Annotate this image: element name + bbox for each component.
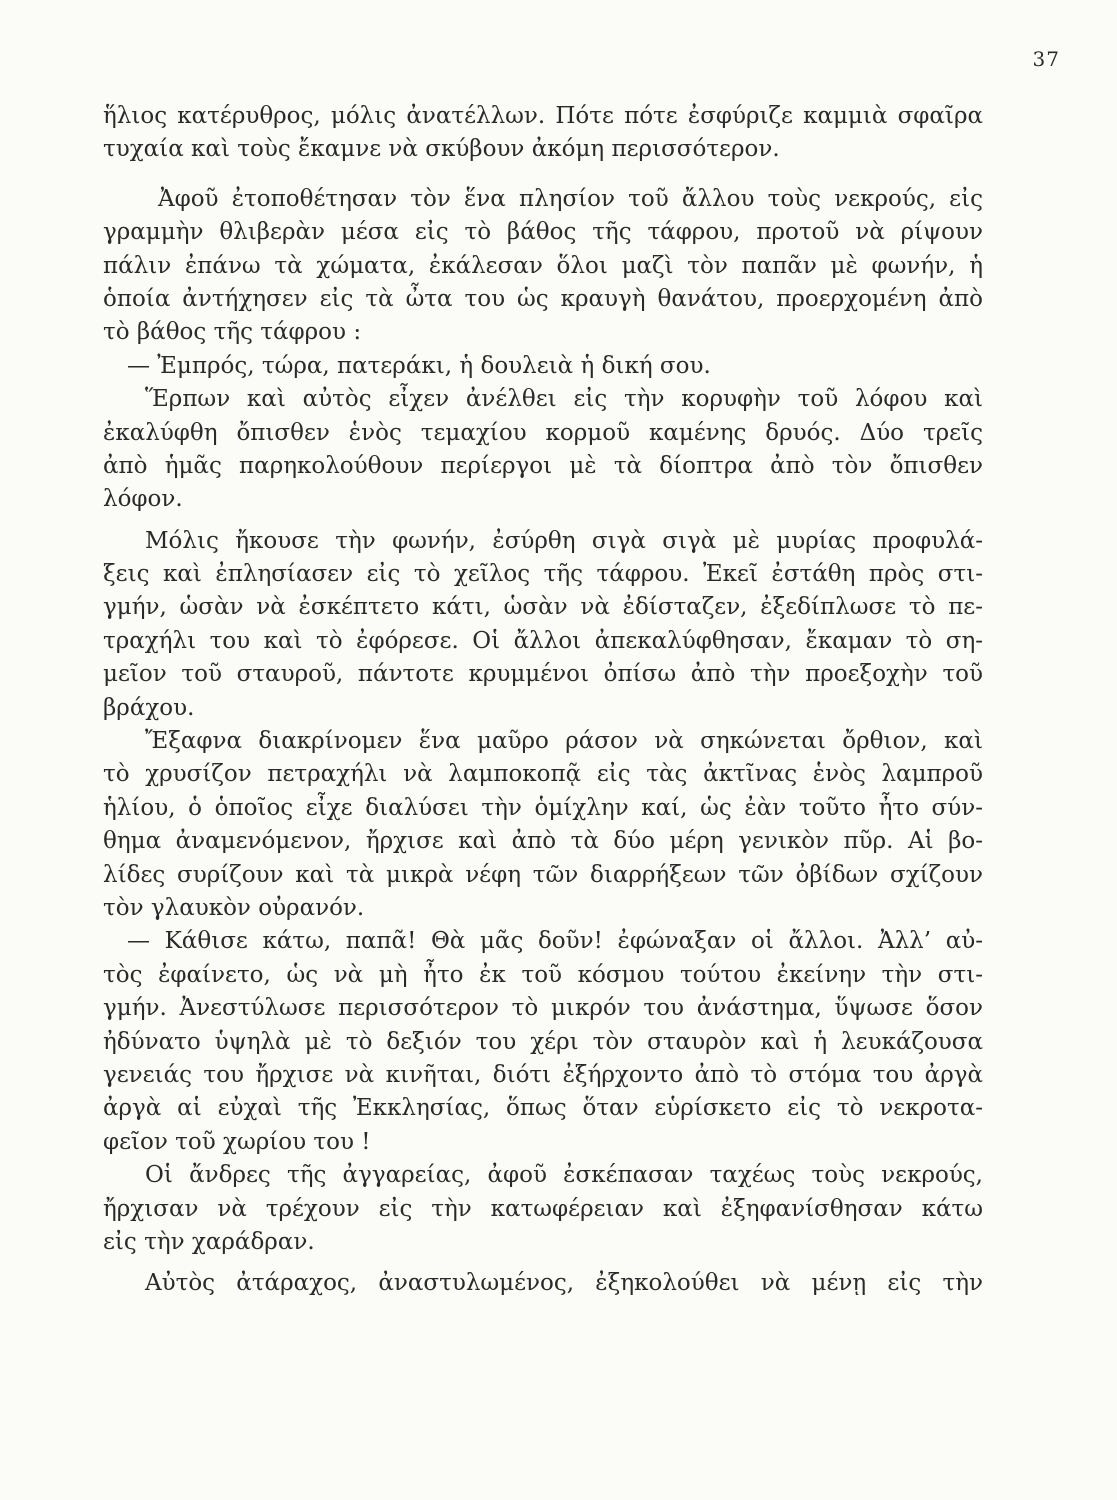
text-line: ἥλιος κατέρυθρος, μόλις ἀνατέλλων. Πότε πότε ἐσφύριζε καμμιὰ σφαῖρα [103, 103, 983, 129]
text-line: τὸ βάθος τῆς τάφρου : [103, 319, 362, 346]
text-line: εἰς τὴν χαράδραν. [103, 1228, 315, 1255]
text-line: ἀπὸ ἡμᾶς παρηκολούθουν περίεργοι μὲ τὰ δίοπτρα ἀπὸ τὸν ὄπισθεν [103, 452, 983, 479]
text-line: λίδες συρίζουν καὶ τὰ μικρὰ νέφη τῶν διαρρήξεων τῶν ὀβίδων σχίζουν [103, 861, 983, 888]
text-line: τυχαία καὶ τοὺς ἔκαμνε νὰ σκύβουν ἀκόμη περισσότερον. [103, 136, 780, 163]
text-line: ὁποία ἀντήχησεν εἰς τὰ ὦτα του ὡς κραυγὴ θανάτου, προερχομένη ἀπὸ [103, 285, 983, 312]
page-number: 37 [1032, 47, 1060, 71]
text-line: γενειάς του ἤρχισε νὰ κινῆται, διότι ἐξήρχοντο ἀπὸ τὸ στόμα του ἀργὰ [103, 1061, 983, 1088]
text-line: τὸν γλαυκὸν οὐρανόν. [103, 894, 365, 921]
text-line: — Κάθισε κάτω, παπᾶ! Θὰ μᾶς δοῦν! ἐφώναξαν οἱ ἄλλοι. Ἀλλ’ αὐ- [127, 928, 983, 955]
text-line: Αὐτὸς ἀτάραχος, ἀναστυλωμένος, ἐξηκολούθει νὰ μένῃ εἰς τὴν [145, 1270, 983, 1297]
text-line: ἀργὰ αἱ εὐχαὶ τῆς Ἐκκλησίας, ὅπως ὅταν εὑρίσκετο εἰς τὸ νεκροτα- [103, 1095, 983, 1122]
text-line: θημα ἀναμενόμενον, ἤρχισε καὶ ἀπὸ τὰ δύο μέρη γενικὸν πῦρ. Αἱ βο- [103, 828, 983, 855]
text-line: τὸ χρυσίζον πετραχήλι νὰ λαμποκοπᾷ εἰς τὰς ἀκτῖνας ἑνὸς λαμπροῦ [103, 761, 983, 788]
text-line: πάλιν ἐπάνω τὰ χώματα, ἐκάλεσαν ὅλοι μαζὶ τὸν παπᾶν μὲ φωνήν, ἡ [103, 252, 983, 279]
text-line: γμήν. Ἀνεστύλωσε περισσότερον τὸ μικρόν του ἀνάστημα, ὕψωσε ὅσον [103, 995, 983, 1022]
text-line: ἡλίου, ὁ ὁποῖος εἶχε διαλύσει τὴν ὁμίχλην καί, ὡς ἐὰν τοῦτο ἦτο σύν- [103, 794, 983, 821]
text-line: τὸς ἐφαίνετο, ὡς νὰ μὴ ἦτο ἐκ τοῦ κόσμου τούτου ἐκείνην τὴν στι- [103, 961, 983, 988]
text-line: ἠδύνατο ὑψηλὰ μὲ τὸ δεξιόν του χέρι τὸν σταυρὸν καὶ ἡ λευκάζουσα [103, 1028, 983, 1055]
text-line: Οἱ ἄνδρες τῆς ἀγγαρείας, ἀφοῦ ἐσκέπασαν ταχέως τοὺς νεκρούς, [145, 1162, 983, 1189]
text-line: λόφον. [103, 486, 183, 513]
text-line: — Ἐμπρός, τώρα, πατεράκι, ἡ δουλειὰ ἡ δική σου. [127, 352, 711, 379]
text-line: ἤρχισαν νὰ τρέχουν εἰς τὴν κατωφέρειαν καὶ ἐξηφανίσθησαν κάτω [103, 1195, 983, 1222]
book-text [103, 100, 983, 1301]
text-line: Μόλις ἤκουσε τὴν φωνήν, ἐσύρθη σιγὰ σιγὰ μὲ μυρίας προφυλά- [145, 527, 983, 554]
text-line: γραμμὴν θλιβερὰν μέσα εἰς τὸ βάθος τῆς τάφρου, προτοῦ νὰ ρίψουν [103, 219, 983, 246]
text-line: μεῖον τοῦ σταυροῦ, πάντοτε κρυμμένοι ὀπίσω ἀπὸ τὴν προεξοχὴν τοῦ [103, 661, 983, 688]
text-line: τραχήλι του καὶ τὸ ἐφόρεσε. Οἱ ἄλλοι ἀπεκαλύφθησαν, ἔκαμαν τὸ ση- [103, 627, 983, 654]
text-line: βράχου. [103, 694, 195, 721]
text-line: ἐκαλύφθη ὄπισθεν ἑνὸς τεμαχίου κορμοῦ καμένης δρυός. Δύο τρεῖς [103, 419, 983, 446]
text-line: ξεις καὶ ἐπλησίασεν εἰς τὸ χεῖλος τῆς τάφρου. Ἐκεῖ ἐστάθη πρὸς στι- [103, 561, 983, 588]
text-line: Ἀφοῦ ἐτοποθέτησαν τὸν ἕνα πλησίον τοῦ ἄλλου τοὺς νεκρούς, εἰς [158, 185, 983, 212]
text-line: γμήν, ὡσὰν νὰ ἐσκέπτετο κάτι, ὡσὰν νὰ ἐδίσταζεν, ἐξεδίπλωσε τὸ πε- [103, 594, 983, 621]
text-line: φεῖον τοῦ χωρίου του ! [103, 1128, 371, 1155]
text-line: Ἔξαφνα διακρίνομεν ἕνα μαῦρο ράσον νὰ σηκώνεται ὄρθιον, καὶ [145, 728, 983, 755]
text-line: Ἕρπων καὶ αὐτὸς εἶχεν ἀνέλθει εἰς τὴν κορυφὴν τοῦ λόφου καὶ [145, 386, 983, 413]
